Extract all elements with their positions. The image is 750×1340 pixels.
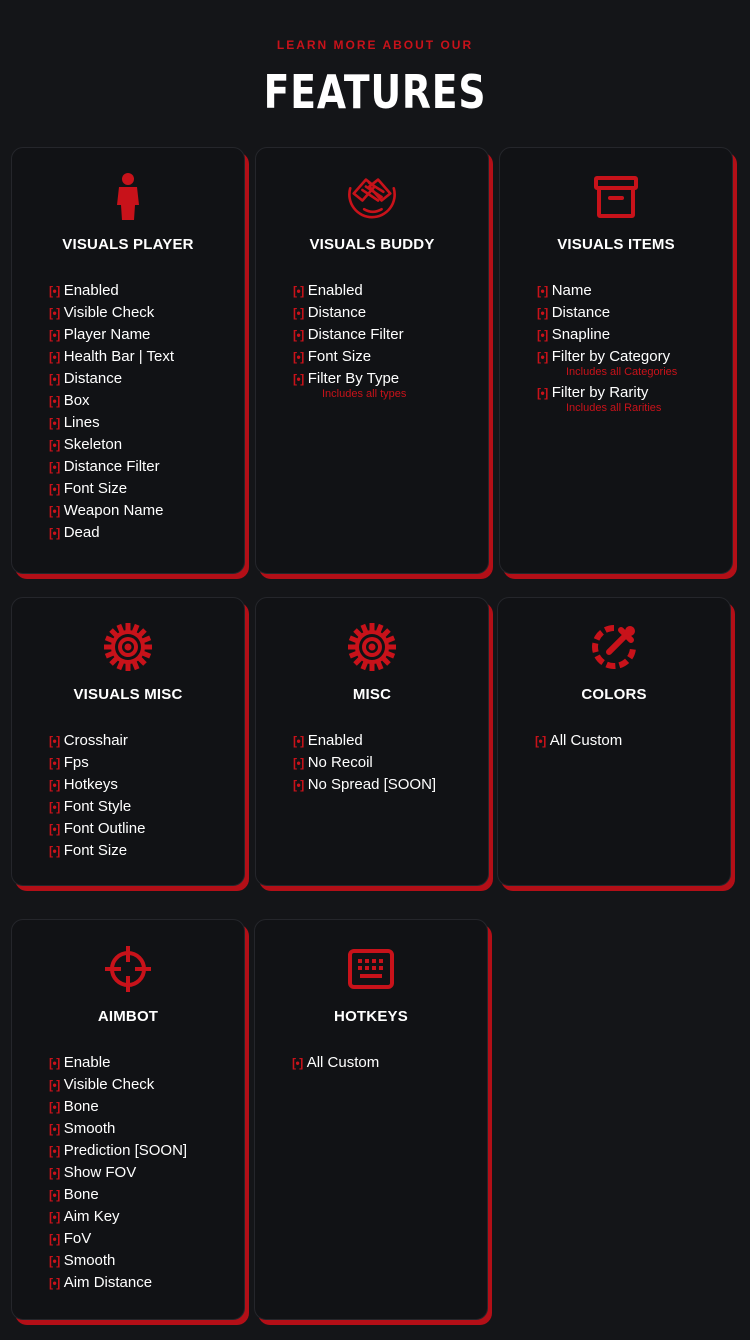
- color-picker-icon: [587, 620, 641, 674]
- feature-item: [293, 730, 436, 752]
- feature-item: [49, 500, 174, 522]
- bullet-marker-icon: [•]: [49, 1144, 60, 1158]
- bullet-marker-icon: [•]: [49, 756, 60, 770]
- feature-note: Includes all Rarities: [566, 402, 662, 414]
- feature-item: [49, 1228, 187, 1250]
- feature-label: Crosshair: [63, 732, 128, 749]
- card-title: VISUALS BUDDY: [309, 236, 435, 253]
- feature-item: [293, 302, 406, 324]
- feature-label: Aim Distance: [63, 1274, 153, 1291]
- feature-item: [49, 1272, 187, 1294]
- feature-label: All Custom: [549, 732, 623, 749]
- feature-label: Player Name: [63, 326, 151, 343]
- bullet-marker-icon: [•]: [49, 1210, 60, 1224]
- feature-item: [49, 730, 145, 752]
- feature-label: No Recoil: [307, 754, 373, 771]
- feature-item: [537, 302, 677, 324]
- bullet-marker-icon: [•]: [49, 844, 60, 858]
- feature-list: [535, 730, 622, 752]
- feature-item: [49, 1096, 187, 1118]
- feature-label: Distance: [551, 304, 611, 321]
- feature-label: Skeleton: [63, 436, 123, 453]
- bullet-marker-icon: [•]: [293, 328, 304, 342]
- feature-label: Filter by Rarity: [551, 384, 649, 401]
- box-icon: [589, 170, 643, 224]
- feature-list: [293, 730, 436, 796]
- person-icon: [101, 170, 155, 224]
- feature-label: Fps: [63, 754, 89, 771]
- bullet-marker-icon: [•]: [49, 394, 60, 408]
- bullet-marker-icon: [•]: [49, 284, 60, 298]
- feature-list: [293, 280, 406, 404]
- feature-label: Visible Check: [63, 304, 155, 321]
- feature-item: [537, 382, 677, 404]
- bullet-marker-icon: [•]: [537, 284, 548, 298]
- feature-item: [49, 324, 174, 346]
- feature-label: Enabled: [307, 732, 363, 749]
- card-title: AIMBOT: [97, 1008, 159, 1025]
- bullet-marker-icon: [•]: [49, 1166, 60, 1180]
- card-title: VISUALS MISC: [73, 686, 183, 703]
- feature-item: [49, 1206, 187, 1228]
- bullet-marker-icon: [•]: [537, 386, 548, 400]
- feature-card-visuals-buddy: [255, 147, 489, 574]
- eyebrow-text: LEARN MORE ABOUT OUR: [276, 38, 474, 52]
- feature-item: [49, 368, 174, 390]
- bullet-marker-icon: [•]: [49, 328, 60, 342]
- feature-item: [49, 1140, 187, 1162]
- feature-item: [537, 324, 677, 346]
- feature-label: Snapline: [551, 326, 611, 343]
- feature-card-visuals-items: [499, 147, 733, 574]
- bullet-marker-icon: [•]: [535, 734, 546, 748]
- feature-card-colors: [497, 597, 731, 886]
- feature-item: [49, 1074, 187, 1096]
- bullet-marker-icon: [•]: [293, 350, 304, 364]
- feature-label: Font Size: [63, 480, 128, 497]
- feature-label: Name: [551, 282, 592, 299]
- bullet-marker-icon: [•]: [293, 306, 304, 320]
- feature-item: [537, 346, 677, 368]
- feature-item: [49, 840, 145, 862]
- feature-label: Hotkeys: [63, 776, 118, 793]
- feature-label: Dead: [63, 524, 100, 541]
- bullet-marker-icon: [•]: [49, 482, 60, 496]
- feature-label: Distance: [307, 304, 367, 321]
- feature-item: [49, 796, 145, 818]
- bullet-marker-icon: [•]: [49, 1056, 60, 1070]
- feature-card-misc: [255, 597, 489, 886]
- bullet-marker-icon: [•]: [49, 1232, 60, 1246]
- bullet-marker-icon: [•]: [49, 1100, 60, 1114]
- bullet-marker-icon: [•]: [49, 416, 60, 430]
- feature-item: [49, 412, 174, 434]
- feature-item: [293, 774, 436, 796]
- bullet-marker-icon: [•]: [49, 460, 60, 474]
- bullet-marker-icon: [•]: [49, 504, 60, 518]
- feature-card-hotkeys: [254, 919, 488, 1320]
- feature-item: [537, 280, 677, 302]
- bullet-marker-icon: [•]: [49, 778, 60, 792]
- card-title: VISUALS PLAYER: [62, 236, 194, 253]
- bullet-marker-icon: [•]: [293, 734, 304, 748]
- feature-item: [293, 346, 406, 368]
- feature-label: Visible Check: [63, 1076, 155, 1093]
- feature-item: [49, 302, 174, 324]
- gear-icon: [345, 620, 399, 674]
- feature-item: [49, 1052, 187, 1074]
- card-title: MISC: [352, 686, 392, 703]
- crosshair-icon: [101, 942, 155, 996]
- feature-list: [49, 280, 174, 544]
- feature-list: [49, 730, 145, 862]
- feature-item: [293, 752, 436, 774]
- feature-list: [537, 280, 677, 418]
- bullet-marker-icon: [•]: [49, 1276, 60, 1290]
- feature-label: Filter By Type: [307, 370, 400, 387]
- feature-item: [292, 1052, 379, 1074]
- feature-label: Distance Filter: [307, 326, 404, 343]
- feature-card-visuals-player: [11, 147, 245, 574]
- feature-label: Enabled: [63, 282, 119, 299]
- card-title: HOTKEYS: [334, 1008, 408, 1025]
- feature-item: [49, 346, 174, 368]
- feature-label: Health Bar | Text: [63, 348, 175, 365]
- bullet-marker-icon: [•]: [537, 306, 548, 320]
- feature-label: Font Style: [63, 798, 132, 815]
- page-title: FEATURES: [263, 65, 487, 119]
- feature-item: [49, 478, 174, 500]
- bullet-marker-icon: [•]: [49, 306, 60, 320]
- feature-label: FoV: [63, 1230, 92, 1247]
- feature-item: [293, 368, 406, 390]
- feature-label: Aim Key: [63, 1208, 120, 1225]
- feature-note: Includes all types: [322, 388, 407, 400]
- bullet-marker-icon: [•]: [49, 1122, 60, 1136]
- feature-label: Distance Filter: [63, 458, 160, 475]
- feature-item: [49, 456, 174, 478]
- feature-item: [49, 390, 174, 412]
- feature-item: [49, 1184, 187, 1206]
- feature-label: Distance: [63, 370, 123, 387]
- feature-label: Lines: [63, 414, 100, 431]
- feature-card-aimbot: [11, 919, 245, 1320]
- bullet-marker-icon: [•]: [49, 438, 60, 452]
- keyboard-icon: [344, 942, 398, 996]
- feature-label: Bone: [63, 1098, 99, 1115]
- feature-label: Font Size: [63, 842, 128, 859]
- bullet-marker-icon: [•]: [293, 778, 304, 792]
- feature-item: [49, 752, 145, 774]
- feature-label: Enabled: [307, 282, 363, 299]
- bullet-marker-icon: [•]: [49, 734, 60, 748]
- feature-item: [49, 1118, 187, 1140]
- handshake-icon: [345, 170, 399, 224]
- feature-item: [49, 522, 174, 544]
- feature-label: Font Size: [307, 348, 372, 365]
- bullet-marker-icon: [•]: [49, 526, 60, 540]
- feature-item: [49, 774, 145, 796]
- feature-label: Smooth: [63, 1252, 116, 1269]
- gear-icon: [101, 620, 155, 674]
- feature-label: Prediction [SOON]: [63, 1142, 188, 1159]
- bullet-marker-icon: [•]: [293, 372, 304, 386]
- feature-item: [49, 1250, 187, 1272]
- feature-label: All Custom: [306, 1054, 380, 1071]
- bullet-marker-icon: [•]: [49, 372, 60, 386]
- card-title: COLORS: [581, 686, 647, 703]
- bullet-marker-icon: [•]: [537, 328, 548, 342]
- feature-label: No Spread [SOON]: [307, 776, 437, 793]
- feature-label: Enable: [63, 1054, 111, 1071]
- feature-card-visuals-misc: [11, 597, 245, 886]
- feature-label: Show FOV: [63, 1164, 137, 1181]
- feature-item: [49, 280, 174, 302]
- bullet-marker-icon: [•]: [49, 822, 60, 836]
- bullet-marker-icon: [•]: [49, 1254, 60, 1268]
- bullet-marker-icon: [•]: [49, 350, 60, 364]
- feature-list: [292, 1052, 379, 1074]
- card-title: VISUALS ITEMS: [557, 236, 675, 253]
- feature-item: [535, 730, 622, 752]
- feature-item: [49, 818, 145, 840]
- feature-label: Box: [63, 392, 90, 409]
- feature-label: Font Outline: [63, 820, 146, 837]
- bullet-marker-icon: [•]: [537, 350, 548, 364]
- feature-item: [293, 280, 406, 302]
- feature-label: Weapon Name: [63, 502, 164, 519]
- bullet-marker-icon: [•]: [49, 800, 60, 814]
- bullet-marker-icon: [•]: [49, 1188, 60, 1202]
- feature-note: Includes all Categories: [566, 366, 678, 378]
- bullet-marker-icon: [•]: [292, 1056, 303, 1070]
- bullet-marker-icon: [•]: [293, 284, 304, 298]
- feature-label: Filter by Category: [551, 348, 671, 365]
- feature-item: [49, 434, 174, 456]
- feature-item: [49, 1162, 187, 1184]
- bullet-marker-icon: [•]: [293, 756, 304, 770]
- feature-label: Bone: [63, 1186, 99, 1203]
- feature-item: [293, 324, 406, 346]
- feature-label: Smooth: [63, 1120, 116, 1137]
- bullet-marker-icon: [•]: [49, 1078, 60, 1092]
- feature-list: [49, 1052, 187, 1294]
